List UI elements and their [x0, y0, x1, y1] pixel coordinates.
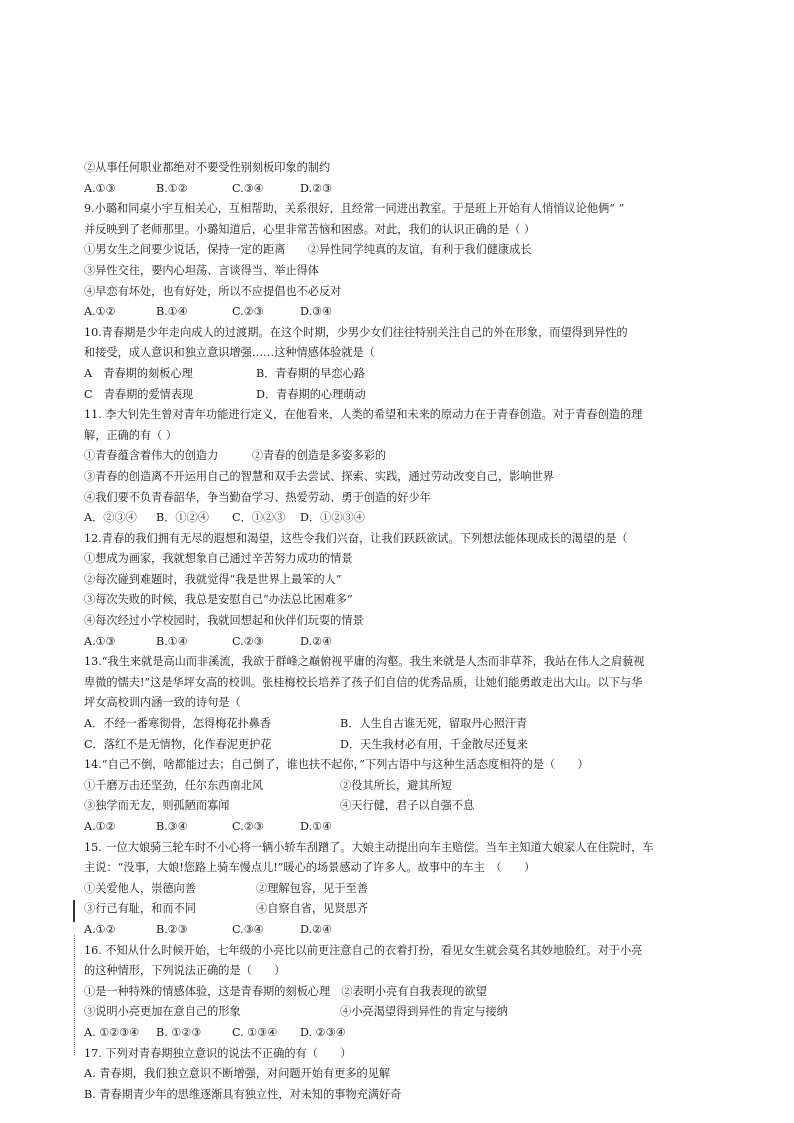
answer-option: B．人生自古谁无死，留取丹心照汗青 — [340, 717, 528, 731]
answer-option: D. ②③④ — [300, 1025, 346, 1039]
question-line: 12.青春的我们拥有无尽的遐想和渴望，这些令我们兴奋，让我们跃跃欲试。下列想法能体现成长的渴望的是（ — [84, 531, 628, 545]
answer-option: ①千磨万击还坚劲，任尔东西南北风 — [84, 778, 264, 792]
answer-option: D.②④ — [300, 922, 333, 936]
margin-mark — [73, 900, 75, 922]
question-line: ①男女生之间要少说话，保持一定的距离 ②异性同学纯真的友谊，有利于我们健康成长 — [84, 243, 532, 257]
answer-option: ④自察自省，见贤思齐 — [256, 902, 368, 916]
option-row — [84, 385, 720, 406]
answer-option: ①关爱他人，崇德向善 — [84, 881, 196, 895]
question-line: ①想成为画家，我就想象自己通过辛苦努力成功的情景 — [84, 552, 353, 566]
answer-option: D.①④ — [300, 820, 333, 833]
answer-option: C 青春期的爱情表现 — [84, 387, 194, 401]
question-line: ④每次经过小学校园时，我就回想起和伙伴们玩耍的情景 — [84, 614, 364, 628]
question-line: 坪女高校训内涵一致的诗句是（ — [84, 696, 241, 710]
question-text-block — [84, 158, 720, 1105]
answer-option: ②理解包容，见于至善 — [256, 881, 368, 895]
answer-option: ③独学而无友，则孤陋而寡闻 — [84, 799, 230, 813]
question-line: 14.“自己不倒，啥都能过去；自己倒了，谁也扶不起你，”下列古语中与这种生活态度相符的是（ ） — [84, 758, 589, 772]
option-row — [84, 179, 720, 200]
option-row — [84, 776, 720, 797]
option-row — [84, 735, 720, 756]
question-line: 解，正确的有（ ） — [84, 428, 178, 442]
question-line: ①青春蕴含着伟大的创造力 ②青春的创造是多姿多彩的 — [84, 449, 387, 463]
answer-option: A.①② — [84, 820, 116, 833]
question-line: A. 青春期，我们独立意识不断增强，对问题开始有更多的见解 — [84, 1067, 391, 1081]
option-row — [84, 302, 720, 323]
answer-option: C.③④ — [232, 181, 264, 195]
answer-option: A.①② — [84, 922, 116, 936]
answer-option: A.①② — [84, 305, 116, 319]
question-line: 16. 不知从什么时候开始，七年级的小亮比以前更注意自己的衣着打扮，看见女生就会莫名其妙地脸红。对于小亮 — [84, 943, 643, 957]
answer-option: D．青春期的心理萌动 — [256, 387, 366, 401]
answer-option: C.③④ — [232, 922, 264, 936]
question-line: ④早恋有坏处，也有好处，所以不应提倡也不必反对 — [84, 284, 342, 298]
answer-option: B.①④ — [156, 634, 188, 648]
answer-option: ③行己有耻，和而不同 — [84, 902, 196, 916]
question-line: 和接受，成人意识和独立意识增强……这种情感体验就是（ — [84, 346, 375, 360]
option-row — [84, 1002, 720, 1023]
option-row — [84, 899, 720, 920]
answer-option: A 青春期的刻板心理 — [84, 366, 193, 380]
answer-option: D.②④ — [300, 634, 333, 648]
answer-option: C.②③ — [232, 634, 264, 648]
option-row — [84, 632, 720, 653]
option-row — [84, 817, 720, 838]
answer-option: A．②③④ — [84, 511, 137, 525]
answer-option: D．天生我材必有用，千金散尽还复来 — [340, 737, 528, 751]
question-line: 15. 一位大娘骑三轮车时不小心将一辆小轿车刮蹭了。大娘主动提出向车主赔偿。当车主知道大娘家人在住院时，车 — [84, 840, 654, 854]
answer-option: B．①②④ — [156, 511, 209, 525]
question-line: B. 青春期青少年的思维逐渐具有独立性，对未知的事物充满好奇 — [84, 1087, 402, 1101]
question-line: ③每次失败的时候，我总是安慰自己“办法总比困难多” — [84, 593, 353, 607]
question-line: 9.小璐和同桌小宇互相关心，互相帮助，关系很好，且经常一同进出教室。于是班上开始有人悄悄议论他俩“ ” — [84, 202, 625, 216]
answer-option: B.②③ — [156, 922, 188, 936]
answer-option: D．①②③④ — [300, 511, 365, 525]
question-line: ②从事任何职业都绝对不要受性别刻板印象的制约 — [84, 161, 331, 174]
question-line: ②每次碰到难题时，我就觉得“我是世界上最笨的人” — [84, 572, 342, 586]
answer-option: B.①② — [156, 181, 188, 195]
question-line: 10.青春期是少年走向成人的过渡期。在这个时期，少男少女们往往特别关注自己的外在形象，而望得到异性的 — [84, 325, 628, 339]
answer-option: B.③④ — [156, 820, 188, 833]
option-row — [84, 364, 720, 385]
answer-option: C.②③ — [232, 305, 264, 319]
option-row — [84, 879, 720, 900]
answer-option: ④天行健，君子以自强不息 — [340, 799, 475, 813]
question-line: ③青春的创造离不开运用自己的智慧和双手去尝试、探索、实践，通过劳动改变自己，影响世界 — [84, 469, 554, 483]
option-row — [84, 1023, 720, 1044]
option-row — [84, 714, 720, 735]
answer-option: B. ①②③ — [156, 1025, 202, 1039]
answer-option: ④小亮渴望得到异性的肯定与接纳 — [340, 1005, 508, 1019]
answer-option: A．不经一番寒彻骨，怎得梅花扑鼻香 — [84, 717, 272, 731]
answer-option: D.②③ — [300, 181, 333, 195]
question-line: ①是一种特殊的情感体验，这是青春期的刻板心理 ②表明小亮有自我表现的欲望 — [84, 984, 487, 998]
question-line: ③异性交往，要内心坦荡、言谈得当、举止得体 — [84, 263, 319, 277]
answer-option: C. ①③④ — [232, 1025, 278, 1039]
answer-option: A.①③ — [84, 634, 116, 648]
option-row — [84, 920, 720, 941]
margin-binding-dots — [74, 935, 76, 1055]
answer-option: D.③④ — [300, 305, 333, 319]
question-line: 11. 李大钊先生曾对青年功能进行定义，在他看来，人类的希望和未来的原动力在于青春创造。对于青春创造的理 — [84, 408, 643, 422]
question-line: 并反映到了老师那里。小璐知道后，心里非常苦恼和困惑。对此，我们的认识正确的是（ ） — [84, 222, 536, 236]
answer-option: C．落红不是无情物，化作春泥更护花 — [84, 737, 272, 751]
option-row — [84, 796, 720, 817]
answer-option: B.①④ — [156, 305, 188, 319]
option-row — [84, 508, 720, 529]
question-line: ④我们要不负青春韶华，争当勤奋学习、热爱劳动、勇于创造的好少年 — [84, 490, 431, 504]
answer-option: C.②③ — [232, 820, 264, 833]
question-line: 主说：“没事，大娘!您路上骑车慢点儿!”暖心的场景感动了许多人。故事中的车主 （ ） — [84, 861, 536, 875]
answer-option: A.①③ — [84, 181, 116, 195]
answer-option: ②役其所长，避其所短 — [340, 778, 452, 792]
answer-option: A. ①②③④ — [84, 1025, 140, 1039]
answer-option: C．①②③ — [232, 511, 286, 525]
answer-option: ③说明小亮更加在意自己的形象 — [84, 1005, 241, 1019]
question-line: 卑微的懦夫!”这是华坪女高的校训。张桂梅校长培养了孩子们自信的优秀品质，让她们能勇敢走出大山。以下与华 — [84, 675, 643, 689]
question-line: 的这种情形，下列说法正确的是（ ） — [84, 964, 286, 978]
question-line: 13.“我生来就是高山而非溪流，我欲于群峰之巅俯视平庸的沟壑。我生来就是人杰而非草芥，我站在伟人之肩藐视 — [84, 655, 645, 669]
answer-option: B．青春期的早恋心路 — [256, 366, 365, 380]
question-line: 17. 下列对青春期独立意识的说法不正确的有（ ） — [84, 1046, 352, 1060]
